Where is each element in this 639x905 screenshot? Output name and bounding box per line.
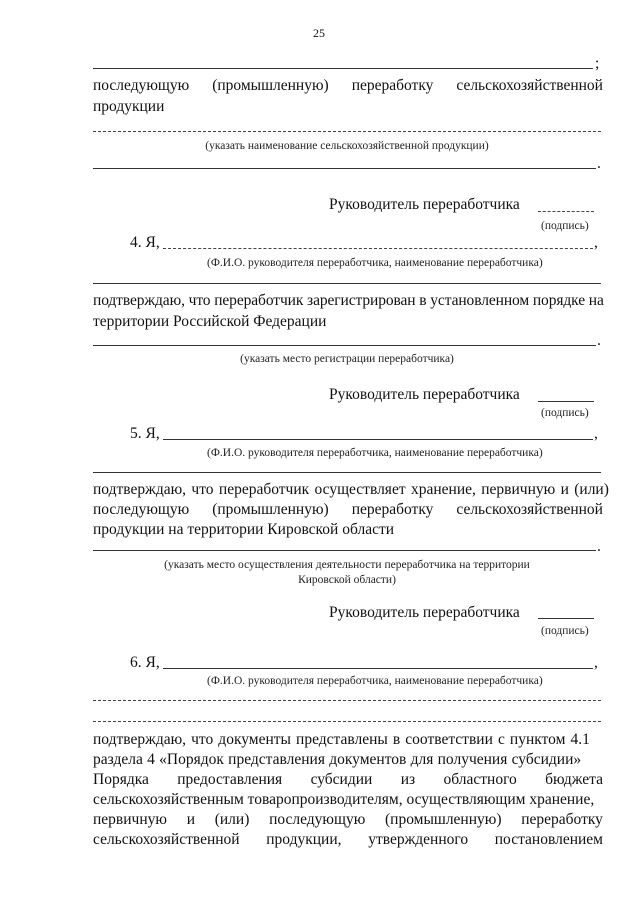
signature-hint: (подпись) (541, 220, 589, 232)
word: переработку (351, 501, 434, 518)
head-label: Руководитель переработчика (329, 604, 520, 621)
justified-line (93, 770, 603, 789)
word: переработку (351, 77, 434, 94)
fill-line (93, 550, 596, 551)
word: (или) (214, 811, 250, 828)
line-end-comma: , (594, 234, 598, 251)
item-prefix: 5. Я, (130, 425, 160, 442)
paragraph-line: продукции на территории Кировской области (93, 521, 395, 538)
word: сельскохозяйственной (456, 77, 603, 94)
justified-line (93, 500, 603, 519)
paragraph-line: раздела 4 «Порядок представления документов для получения субсидии» (93, 751, 582, 768)
word: первичную (93, 811, 167, 828)
word: утвержденного (368, 831, 469, 848)
field-hint: (Ф.И.О. руководителя переработчика, наименование переработчика) (207, 675, 543, 687)
fill-line (93, 131, 601, 132)
word: последующую (269, 811, 366, 828)
field-hint: (указать место осуществления деятельности переработчика на территории (164, 559, 530, 571)
justified-line (93, 830, 603, 849)
signature-line (538, 401, 594, 402)
line-end-dot: . (597, 538, 601, 555)
item-prefix: 4. Я, (130, 234, 160, 251)
fill-line (93, 721, 601, 722)
word: (промышленную) (212, 501, 329, 518)
word: продукции, (266, 831, 342, 848)
word: и (186, 811, 195, 828)
field-hint: (указать наименование сельскохозяйственной продукции) (205, 140, 489, 152)
word: субсидии (310, 771, 373, 788)
fill-line (93, 345, 596, 346)
fill-line (163, 668, 593, 669)
word: (промышленную) (212, 77, 329, 94)
fill-line (93, 283, 601, 284)
signature-line (538, 618, 594, 619)
fill-line (163, 439, 593, 440)
paragraph-line: подтверждаю, что переработчик зарегистрирован в установленном порядке на (93, 292, 604, 309)
word: сельскохозяйственной (93, 831, 240, 848)
word: сельскохозяйственной (456, 501, 603, 518)
paragraph-line: территории Российской Федерации (93, 313, 327, 330)
page-number: 25 (313, 26, 325, 40)
line-end-dot: . (597, 332, 601, 349)
word: областного (443, 771, 517, 788)
fill-line (93, 700, 601, 701)
signature-line (538, 211, 594, 212)
justified-line (93, 76, 603, 95)
line-end-dot: . (597, 155, 601, 172)
word: (промышленную) (385, 811, 502, 828)
fill-line (163, 248, 593, 249)
line-end-comma: , (594, 654, 598, 671)
field-hint: (Ф.И.О. руководителя переработчика, наименование переработчика) (207, 447, 543, 459)
word: переработку (521, 811, 603, 828)
line-end-semicolon: ; (595, 55, 600, 72)
paragraph-line: сельскохозяйственным товаропроизводителям, осуществляющим хранение, (93, 791, 595, 808)
fill-line (93, 472, 601, 473)
word: предоставления (177, 771, 283, 788)
field-hint: (указать место регистрации переработчика) (240, 353, 454, 365)
signature-hint: (подпись) (541, 407, 589, 419)
field-hint: Кировской области) (298, 574, 396, 586)
word: последующую (93, 77, 190, 94)
head-label: Руководитель переработчика (329, 196, 520, 213)
field-hint: (Ф.И.О. руководителя переработчика, наименование переработчика) (207, 257, 543, 269)
head-label: Руководитель переработчика (329, 386, 520, 403)
item-prefix: 6. Я, (130, 654, 160, 671)
signature-hint: (подпись) (541, 625, 589, 637)
paragraph-line: подтверждаю, что переработчик осуществляет хранение, первичную и (или) (93, 481, 609, 498)
justified-line (93, 810, 603, 829)
paragraph-line: продукции (93, 98, 165, 115)
word: Порядка (93, 771, 149, 788)
line-end-comma: , (594, 425, 598, 442)
fill-line (93, 168, 596, 169)
word: постановлением (494, 831, 603, 848)
fill-line (93, 68, 593, 69)
word: последующую (93, 501, 190, 518)
word: бюджета (545, 771, 603, 788)
word: из (400, 771, 416, 788)
paragraph-line: подтверждаю, что документы представлены в соответствии с пунктом 4.1 (93, 731, 590, 748)
